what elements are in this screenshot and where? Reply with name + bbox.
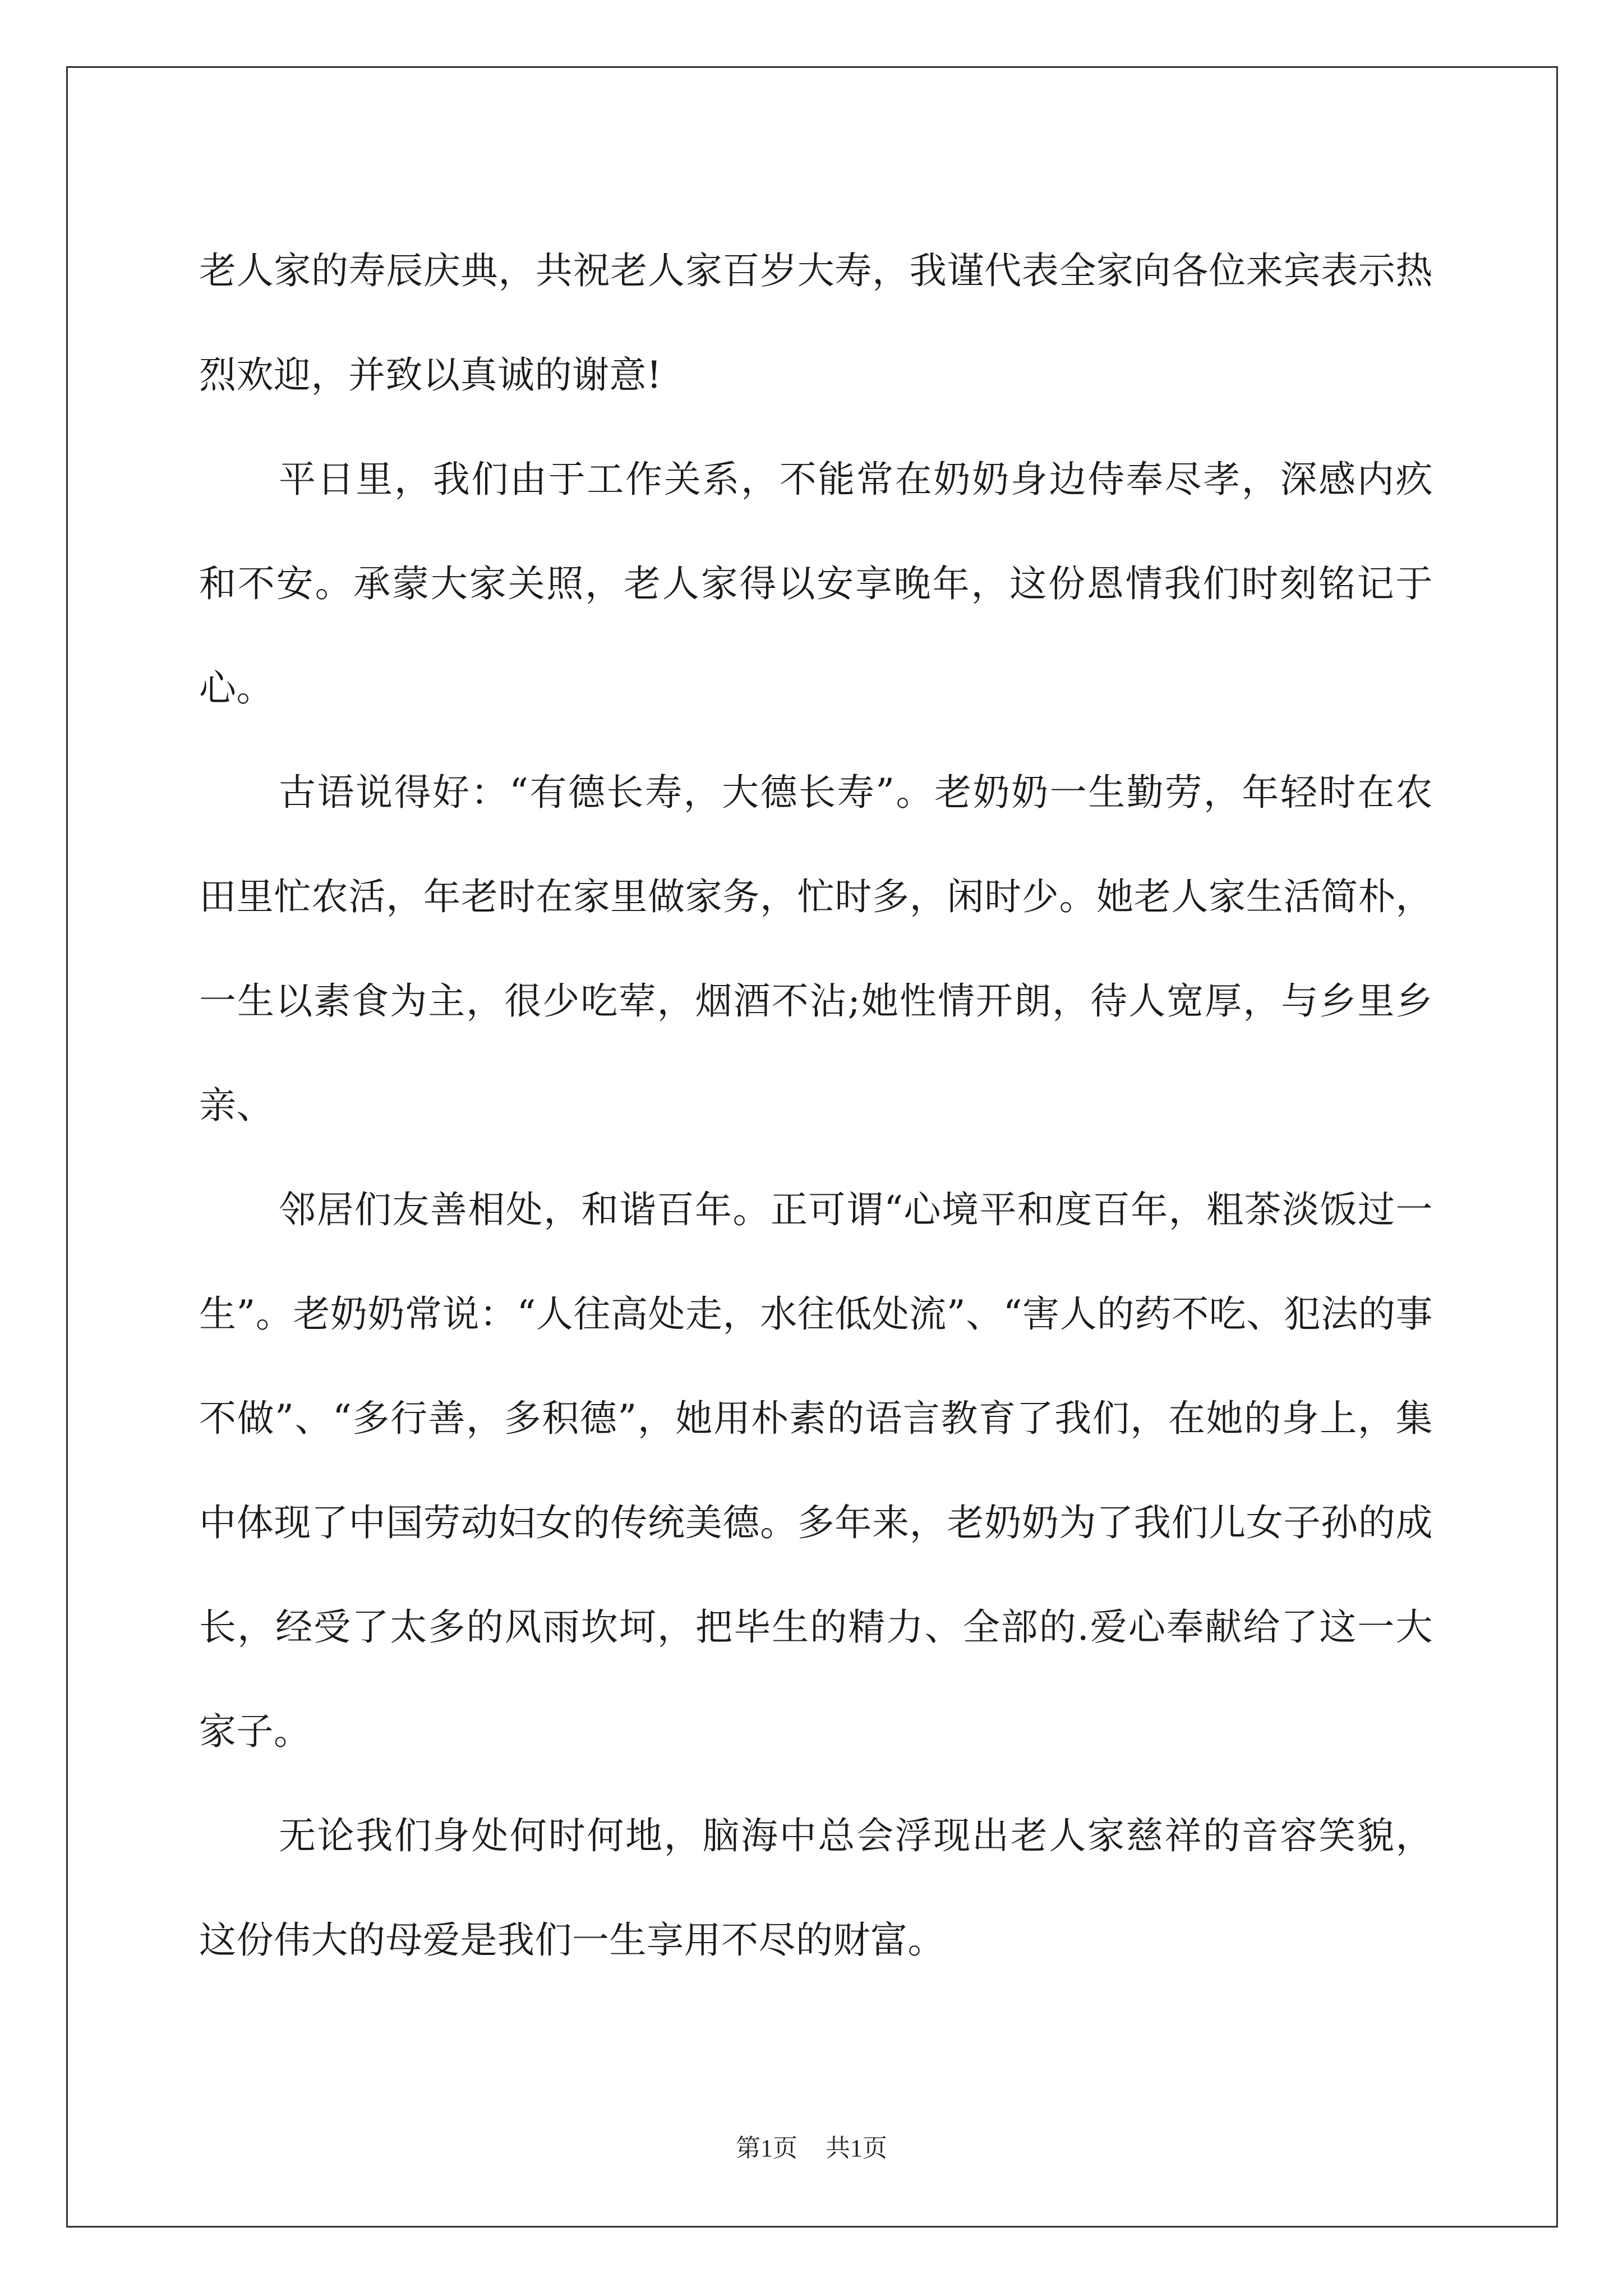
paragraph: 邻居们友善相处，和谐百年。正可谓“心境平和度百年，粗茶淡饭过一生”。老奶奶常说：“人往高处走，水往低处流”、“害人的药不吃、犯法的事不做”、“多行善，多积德”，她用朴素的语言教育了我们，在她的身上，集中体现了中国劳动妇女的传统美德。多年来，老奶奶为了我们儿女子孙的成长，经受了太多的风雨坎坷，把毕生的精力、全部的.爱心奉献给了这一大家子。	[199, 1188, 1433, 1753]
page-total: 共1页	[826, 2134, 887, 2162]
page-number: 第1页	[736, 2134, 797, 2162]
paragraph: 平日里，我们由于工作关系，不能常在奶奶身边侍奉尽孝，深感内疚和不安。承蒙大家关照，老人家得以安享晚年，这份恩情我们时刻铭记于心。	[199, 458, 1433, 710]
page-footer	[0, 2132, 1623, 2165]
paragraph: 无论我们身处何时何地，脑海中总会浮现出老人家慈祥的音容笑貌，这份伟大的母爱是我们一生享用不尽的财富。	[199, 1814, 1433, 1962]
document-body	[199, 219, 1433, 1993]
paragraph: 古语说得好：“有德长寿，大德长寿”。老奶奶一生勤劳，年轻时在农田里忙农活，年老时在家里做家务，忙时多，闲时少。她老人家生活简朴，一生以素食为主，很少吃荤，烟酒不沾;她性情开朗，待人宽厚，与乡里乡亲、	[199, 771, 1433, 1127]
paragraph: 老人家的寿辰庆典，共祝老人家百岁大寿，我谨代表全家向各位来宾表示热烈欢迎，并致以真诚的谢意!	[199, 249, 1433, 397]
